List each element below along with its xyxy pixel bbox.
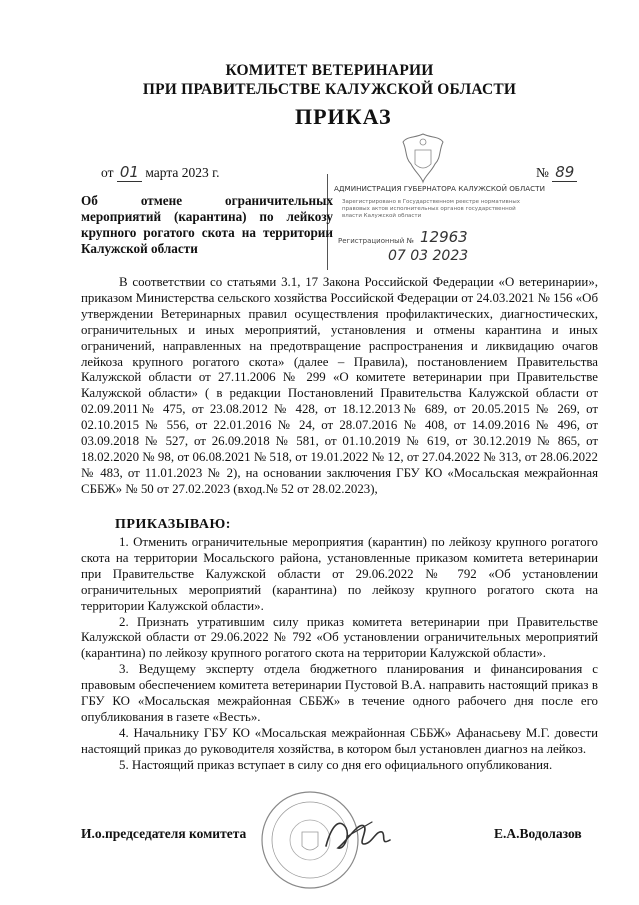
order-items [81,535,598,774]
registration-stamp [327,174,545,270]
handwritten-signature-icon [318,810,398,860]
number-value: 89 [552,163,577,182]
signatory-position: И.о.председателя комитета [81,826,247,841]
document-title: ПРИКАЗ [295,104,392,129]
order-item: 3. Ведущему эксперту отдела бюджетного планирования и финансирования с правовым обеспечением комитета ветеринарии Пустовой В.А. направить настоящий приказ в ГБУ КО «Мосальская межрайонная СББЖ» в течение одного рабочего дня после его опубликования в газете «Весть». [81,662,598,724]
order-heading: ПРИКАЗЫВАЮ: [115,517,231,532]
org-name-line2: ПРИ ПРАВИТЕЛЬСТВЕ КАЛУЖСКОЙ ОБЛАСТИ [142,81,517,98]
order-item: 5. Настоящий приказ вступает в силу со дня его официального опубликования. [119,757,553,772]
document-number [536,163,577,181]
stamp-reg-date: 07 03 2023 [388,248,469,264]
stamp-header: АДМИНИСТРАЦИЯ ГУБЕРНАТОРА КАЛУЖСКОЙ ОБЛАСТИ [334,184,545,193]
document-subject: Об отмене ограничительных мероприятий (карантина) по лейкозу крупного рогатого скота на территории Калужской области [81,193,333,256]
stamp-reg-label: Регистрационный № [338,237,414,245]
stamp-subtitle: Зарегистрировано в Государственном реестре нормативных правовых актов исполнительных органов государственной власти Калужской области [342,199,520,219]
order-item: 4. Начальнику ГБУ КО «Мосальская межрайонная СББЖ» Афанасьеву М.Г. довести настоящий приказ до руководителя хозяйства, в котором был установлен диагноз на лейкоз. [81,725,598,756]
org-name-line1: КОМИТЕТ ВЕТЕРИНАРИИ [225,62,434,79]
stamp-reg-number: 12963 [420,228,468,246]
date-prefix: от [101,165,114,180]
order-item: 2. Признать утратившим силу приказ комитета ветеринарии при Правительстве Калужской области от 29.06.2022 № 792 «Об установлении ограничительных мероприятий (карантина) по лейкозу крупного рогатого скота на территории Калужской области». [81,614,598,661]
date-suffix: марта 2023 г. [145,165,220,180]
number-label: № [536,165,549,180]
signatory-name: Е.А.Водолазов [494,826,582,841]
document-date [101,163,220,181]
date-day: 01 [117,163,142,182]
order-item: 1. Отменить ограничительные мероприятия (карантин) по лейкозу крупного рогатого скота на территории Мосальского района, установленные приказом комитета ветеринарии при Правительстве Калужской области от 29.06.2022 № 792 «Об установлении ограничительных мероприятий (карантина) по лейкозу крупного рогатого скота на территории Калужской области». [81,535,598,613]
preamble-paragraph: В соответствии со статьями 3.1, 17 Закона Российской Федерации «О ветеринарии», приказом Министерства сельского хозяйства Российской Федерации от 24.03.2021 № 156 «Об утверждении Ветеринарных правил осуществления профилактических, диагностических, ограничительных и иных мероприятий, установления и отмены карантина и иных ограничений, направленных на предотвращение распространения и ликвидацию очагов лейкоза крупного рогатого скота» (далее – Правила), постановлением Правительства Калужской области от 27.11.2006 № 299 «О комитете ветеринарии при Правительстве Калужской области» ( в редакции Постановлений Правительства Калужской области от 02.09.2011№ 475, от 23.08.2012 № 428, от 18.12.2013№ 689, от 20.05.2015 № 269, от 02.10.2015 № 556, от 22.01.2016 № 24, от 28.07.2016 № 408, от 14.09.2016 № 496, от 03.09.2018 № 527, от 26.09.2018 № 581, от 01.10.2019 № 619, от 30.12.2019 № 865, от 18.02.2020 № 98, от 06.08.2021 № 518, от 19.01.2022 № 12, от 27.04.2022 № 313, от 28.06.2022 № 483, от 11.01.2023 № 2), на основании заключения ГБУ КО «Мосальская межрайонная СББЖ» № 50 от 27.02.2023 (вход.№ 52 от 28.02.2023), [81,275,598,496]
